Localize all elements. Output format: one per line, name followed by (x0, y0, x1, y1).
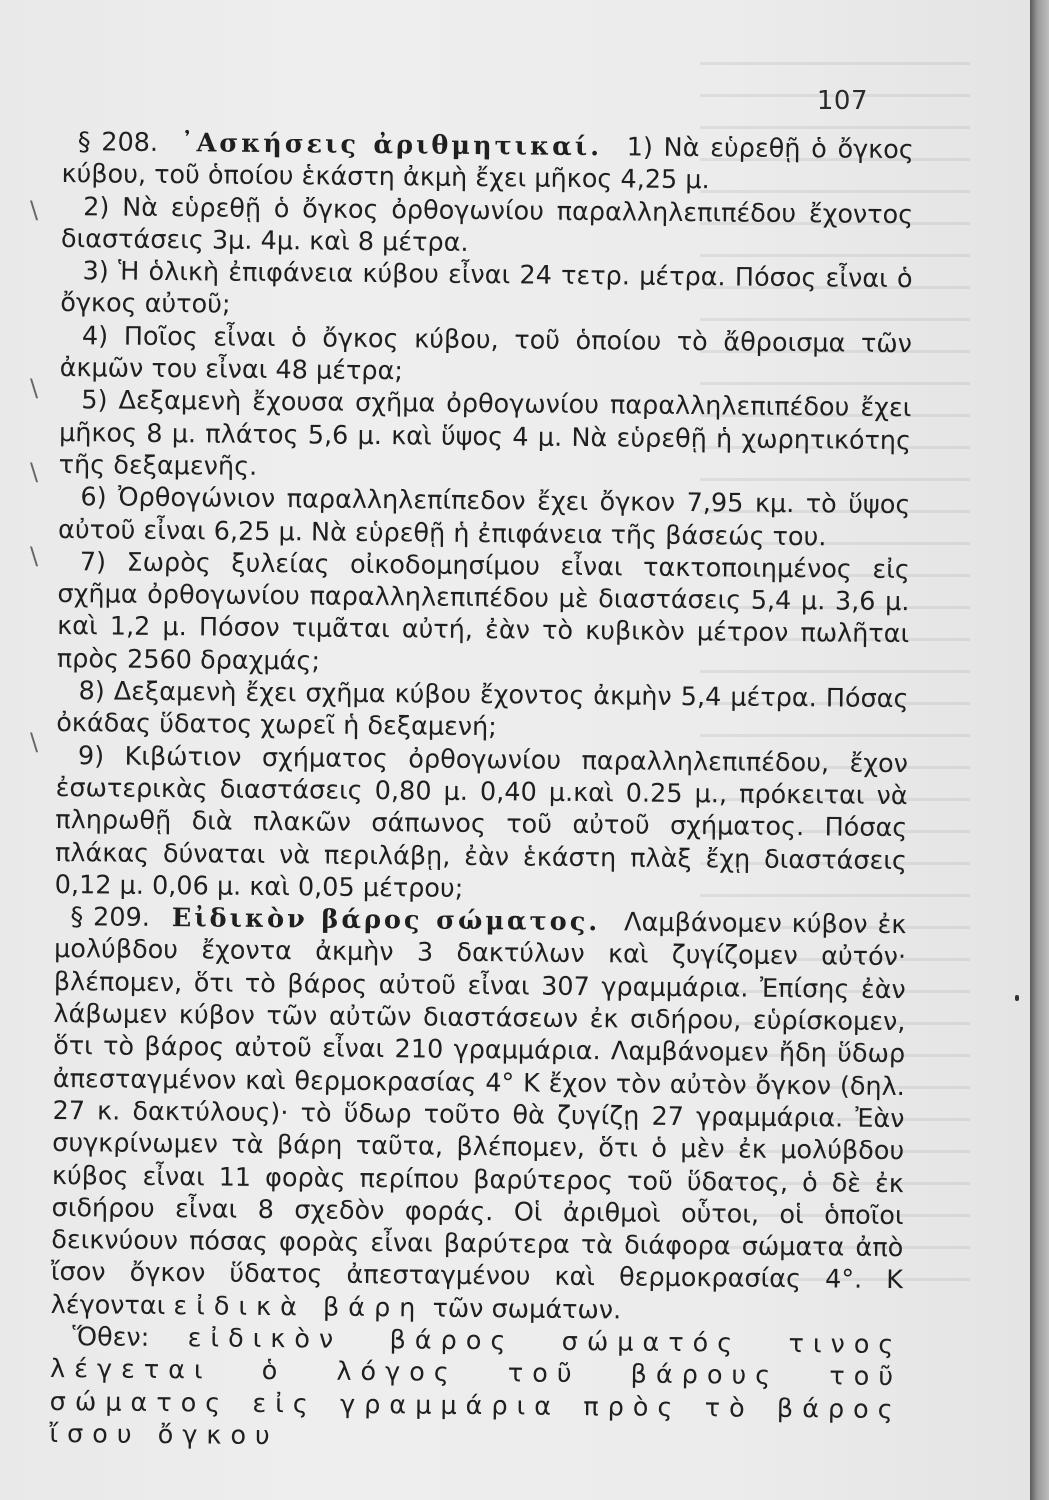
page-edge-shadow (1030, 0, 1049, 1500)
definition-paragraph (49, 1321, 902, 1458)
margin-tick-mark: \ (30, 374, 39, 402)
exercise-5: 5) Δεξαμενὴ ἔχουσα σχῆμα ὀρθογωνίου παραλληλεπιπέδου ἔχει μῆκος 8 μ. πλάτος 5,6 μ. καὶ ὕψος 4 μ. Νὰ εὑρεθῇ ἡ χωρητικότης τῆς δεξαμενῆς. (58, 385, 912, 482)
section-209-body (51, 901, 907, 1329)
exercise-1: 1) Νὰ εὑρεθῇ ὁ ὄγκος κύβου, τοῦ ὁποίου ἑκάστη ἀκμὴ ἔχει μῆκος 4,25 μ. (61, 132, 914, 196)
page-number: 107 (816, 86, 868, 116)
section-208-intro (61, 126, 914, 199)
paper-speck (1015, 995, 1019, 1001)
exercise-9: 9) Κιβώτιον σχήματος ὀρθογωνίου παραλληλεπιπέδου, ἔχον ἐσωτερικὰς διαστάσεις 0,80 μ. 0,40 μ.καὶ 0.25 μ., πρόκειται νὰ πληρωθῇ διὰ πλακῶν σάπωνος τοῦ αὐτοῦ σχήματος. Πόσας πλάκας δύναται νὰ περιλάβῃ, ἐὰν ἑκάστη πλὰξ ἔχῃ διαστάσεις 0,12 μ. 0,06 μ. καὶ 0,05 μέτρου; (54, 740, 909, 904)
section-number: § 208. (77, 127, 159, 158)
exercise-3: 3) Ἡ ὁλικὴ ἐπιφάνεια κύβου εἶναι 24 τετρ. μέτρα. Πόσος εἶναι ὁ ὄγκος αὐτοῦ; (60, 256, 913, 321)
definition-text: εἰδικὸν βάρος σώματός τινος λέγεται ὁ λόγος τοῦ βάρους τοῦ σώματος εἰς γραμμάρια πρὸς τὸ βάρος ἴσου ὄγκου (49, 1323, 903, 1452)
exercise-2: 2) Νὰ εὑρεθῇ ὁ ὄγκος ὀρθογωνίου παραλληλεπιπέδου ἔχοντος διαστάσεις 3μ. 4μ. καὶ 8 μέτρα. (60, 191, 914, 258)
margin-tick-mark: \ (30, 728, 39, 756)
page-text (49, 126, 914, 1458)
exercise-4: 4) Ποῖος εἶναι ὁ ὄγκος κύβου, τοῦ ὁποίου τὸ ἄθροισμα τῶν ἀκμῶν του εἶναι 48 μέτρα; (59, 320, 913, 387)
section-209-text: Λαμβάνομεν κύβον ἐκ μολύβδου ἔχοντα ἀκμὴν 3 δακτύλων καὶ ζυγίζομεν αὐτόν· βλέπομεν, ὅτι τὸ βάρος αὐτοῦ εἶναι 307 γραμμάρια. Ἐπίσης ἐὰν λάβωμεν κύβον τῶν αὐτῶν διαστάσεων ἐκ σιδήρου, εὑρίσκομεν, ὅτι τὸ βάρος αὐτοῦ εἶναι 210 γραμμάρια. Λαμβάνομεν ἤδη ὕδωρ ἀπεσταγμένον καὶ θερμοκρασίας 4° Κ ἔχον τὸν αὐτὸν ὄγκον (δηλ. 27 κ. δακτύλους)· τὸ ὕδωρ τοῦτο θὰ ζυγίζῃ 27 γραμμάρια. Ἐὰν συγκρίνωμεν τὰ βάρη ταῦτα, βλέπομεν, ὅτι ὁ μὲν ἐκ μολύβδου κύβος εἶναι 11 φορὰς περίπου βαρύτερος τοῦ ὕδατος, ὁ δὲ ἐκ σιδήρου εἶναι 8 σχεδὸν φοράς. Οἱ ἀριθμοὶ οὗτοι, οἱ ὁποῖοι δεικνύουν πόσας φορὰς εἶναι βαρύτερα τὰ διάφορα σώματα ἀπὸ ἴσον ὄγκον ὕδατος ἀπεσταγμένου καὶ θερμοκρασίας 4°. Κ λέγονται (50, 907, 907, 1321)
exercise-8: 8) Δεξαμενὴ ἔχει σχῆμα κύβου ἔχοντος ἀκμὴν 5,4 μέτρα. Πόσας ὀκάδας ὕδατος χωρεῖ ἡ δεξαμενή; (56, 676, 909, 743)
exercise-6: 6) Ὀρθογώνιον παραλληλεπίπεδον ἔχει ὄγκον 7,95 κμ. τὸ ὕψος αὐτοῦ εἶναι 6,25 μ. Νὰ εὑρεθῇ ἡ ἐπιφάνεια τῆς βάσεώς του. (57, 482, 911, 552)
section-heading: Εἰδικὸν βάρος σώματος. (171, 903, 601, 938)
margin-tick-mark: \ (30, 196, 39, 224)
margin-tick-mark: \ (30, 458, 39, 486)
section-209-text-end: τῶν σωμάτων. (432, 1293, 622, 1326)
definition-lead: Ὅθεν: (72, 1322, 150, 1353)
exercise-7: 7) Σωρὸς ξυλείας οἰκοδομησίμου εἶναι τακτοποιημένος εἰς σχῆμα ὀρθογωνίου παραλληλεπιπέδου μὲ διαστάσεις 5,4 μ. 3,6 μ. καὶ 1,2 μ. Πόσον τιμᾶται αὐτή, ἐὰν τὸ κυβικὸν μέτρον πωλῆται πρὸς 2560 δραχμάς; (56, 547, 910, 677)
spaced-term: εἰδικὰ βάρη (173, 1290, 425, 1324)
section-number: § 209. (70, 902, 151, 934)
section-heading: ᾿Ασκήσεις ἀριθμητικαί. (180, 128, 603, 163)
margin-tick-mark: \ (30, 542, 39, 570)
